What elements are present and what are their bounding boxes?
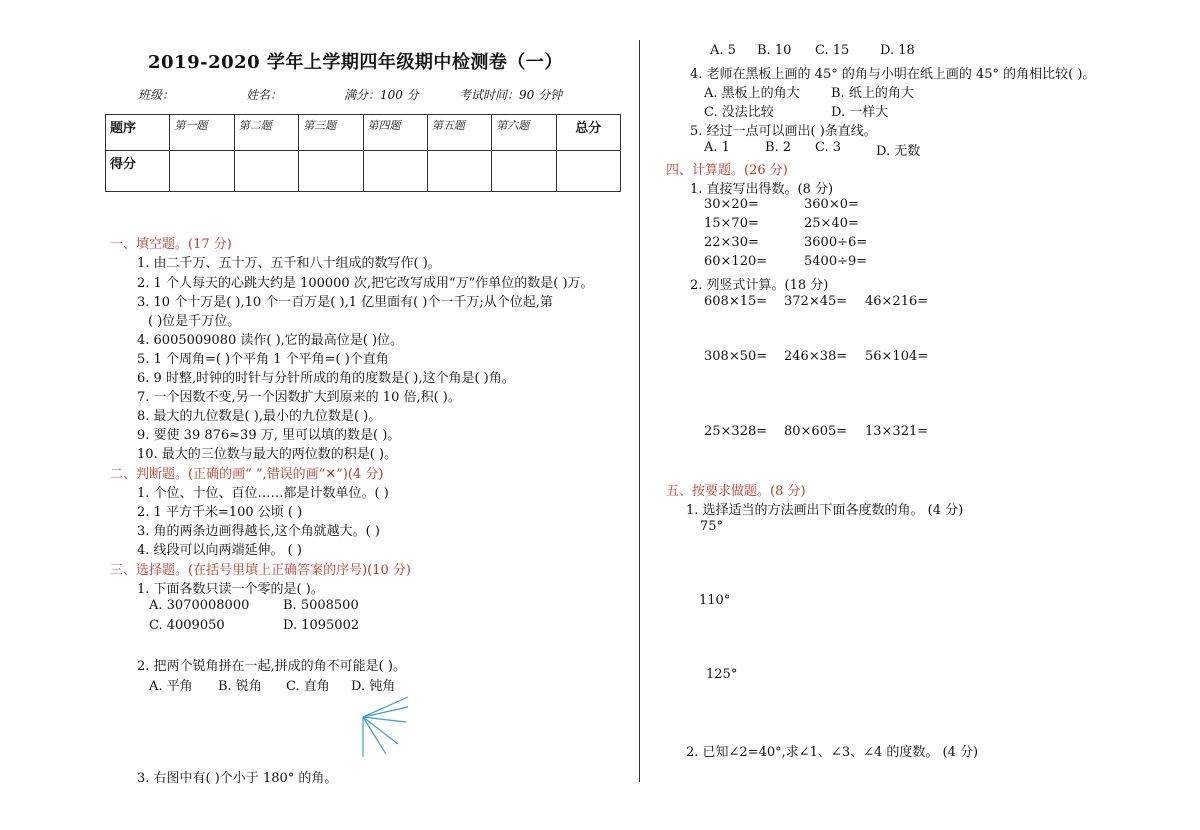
calc-item: 60×120= <box>704 254 768 269</box>
calc-item: 246×38= <box>784 349 848 364</box>
angle-110-label: 110° <box>699 593 731 608</box>
score-cell[interactable] <box>170 151 234 192</box>
name-label: 姓名： <box>246 88 283 102</box>
page-title: 2019-2020 学年上学期四年级期中检测卷（一） <box>148 52 563 73</box>
option: A. 黑板上的角大 <box>704 86 800 101</box>
option: C. 直角 <box>286 679 330 694</box>
score-cell[interactable] <box>234 151 298 192</box>
option: C. 没法比较 <box>704 105 774 120</box>
column-divider <box>639 40 640 782</box>
option: D. 无数 <box>876 144 921 159</box>
option: D. 钝角 <box>351 679 396 694</box>
list-item: 5. 1 个周角=( )个平角 1 个平角=( )个直角 <box>137 352 389 367</box>
score-cell[interactable] <box>363 151 427 192</box>
section-2-title: 二、判断题。(正确的画“ ”,错误的画“✕”)(4 分) <box>110 467 384 482</box>
list-item: 7. 一个因数不变,另一个因数扩大到原来的 10 倍,积( )。 <box>137 390 461 405</box>
calc-item: 30×20= <box>704 197 759 212</box>
table-col-2: 第二题 <box>234 115 298 151</box>
calc-item: 22×30= <box>704 235 759 250</box>
score-cell[interactable] <box>299 151 363 192</box>
table-col-3: 第三题 <box>299 115 363 151</box>
last-question: 2. 已知∠2=40°,求∠1、∠3、∠4 的度数。 (4 分) <box>686 745 979 760</box>
table-col-1: 第一题 <box>170 115 234 151</box>
table-col-total: 总分 <box>556 115 620 151</box>
option: D. 一样大 <box>831 105 889 120</box>
option: D. 1095002 <box>283 618 360 633</box>
angle-rays-figure <box>358 692 414 762</box>
calc-item: 25×40= <box>804 216 859 231</box>
score-cell[interactable] <box>427 151 491 192</box>
list-item: 2. 1 平方千米=100 公顷 ( ) <box>137 505 303 520</box>
option: A. 平角 <box>149 679 193 694</box>
section-5-title: 五、按要求做题。(8 分) <box>666 484 806 499</box>
option: A. 3070008000 <box>149 598 250 613</box>
list-item: 1. 由二千万、五十万、五千和八十组成的数写作( )。 <box>137 256 441 271</box>
calc-item: 46×216= <box>865 294 929 309</box>
table-row-header: 题序 <box>106 115 170 151</box>
option: B. 5008500 <box>283 598 359 613</box>
option: A. 1 <box>704 140 730 155</box>
exam-time: 考试时间：90 分钟 <box>459 88 563 102</box>
option: B. 锐角 <box>218 679 262 694</box>
calc-item: 608×15= <box>704 294 768 309</box>
list-item: 1. 个位、十位、百位……都是计数单位。( ) <box>137 486 389 501</box>
calc-1-title: 1. 直接写出得数。(8 分) <box>690 182 834 197</box>
option: B. 纸上的角大 <box>831 86 914 101</box>
option: B. 10 <box>757 43 792 58</box>
table-col-4: 第四题 <box>363 115 427 151</box>
list-item: 8. 最大的九位数是( ),最小的九位数是( )。 <box>137 409 382 424</box>
calc-item: 80×605= <box>784 424 848 439</box>
question-3: 3. 右图中有( )个小于 180° 的角。 <box>137 771 338 786</box>
option: C. 3 <box>815 140 842 155</box>
option: A. 5 <box>710 43 736 58</box>
calc-item: 3600÷6= <box>804 235 868 250</box>
calc-2-title: 2. 列竖式计算。(18 分) <box>690 278 829 293</box>
option: C. 15 <box>815 43 850 58</box>
list-item: 6. 9 时整,时钟的时针与分针所成的角的度数是( ),这个角是( )角。 <box>137 371 515 386</box>
table-col-6: 第六题 <box>492 115 556 151</box>
table-col-5: 第五题 <box>427 115 491 151</box>
list-item: 2. 1 个人每天的心跳大约是 100000 次,把它改写成用“万”作单位的数是( )万。 <box>137 276 594 291</box>
angle-125-label: 125° <box>706 667 738 682</box>
calc-item: 25×328= <box>704 424 768 439</box>
angle-75-label: 75° <box>700 519 724 534</box>
calc-item: 372×45= <box>784 294 848 309</box>
question-1: 1. 下面各数只读一个零的是( )。 <box>137 582 324 597</box>
option: B. 2 <box>765 140 792 155</box>
draw-question: 1. 选择适当的方法画出下面各度数的角。 (4 分) <box>686 503 964 518</box>
section-3-title: 三、选择题。(在括号里填上正确答案的序号)(10 分) <box>110 563 411 578</box>
section-1-title: 一、填空题。(17 分) <box>110 237 232 252</box>
list-item: 4. 6005009080 读作( ),它的最高位是( )位。 <box>137 333 404 348</box>
score-cell[interactable] <box>556 151 620 192</box>
section-4-title: 四、计算题。(26 分) <box>666 163 788 178</box>
question-4: 4. 老师在黑板上画的 45° 的角与小明在纸上画的 45° 的角相比较( )。 <box>690 67 1096 82</box>
calc-item: 13×321= <box>865 424 929 439</box>
list-item: 3. 角的两条边画得越长,这个角就越大。( ) <box>137 524 380 539</box>
calc-item: 15×70= <box>704 216 759 231</box>
score-table <box>105 114 621 192</box>
score-cell[interactable] <box>492 151 556 192</box>
class-label: 班级： <box>138 88 175 102</box>
option: D. 18 <box>880 43 915 58</box>
list-item: 9. 要使 39 876≈39 万, 里可以填的数是( )。 <box>137 428 401 443</box>
full-score: 满分：100 分 <box>344 88 419 102</box>
table-score-label: 得分 <box>106 151 170 192</box>
list-item: 3. 10 个十万是( ),10 个一百万是( ),1 亿里面有( )个一千万;从个位起,第 <box>137 295 553 310</box>
calc-item: 360×0= <box>804 197 859 212</box>
calc-item: 308×50= <box>704 349 768 364</box>
list-item: ( )位是千万位。 <box>148 314 241 329</box>
list-item: 4. 线段可以向两端延伸。 ( ) <box>137 543 302 558</box>
question-5: 5. 经过一点可以画出( )条直线。 <box>690 124 877 139</box>
option: C. 4009050 <box>149 618 225 633</box>
list-item: 10. 最大的三位数与最大的两位数的积是( )。 <box>137 447 398 462</box>
calc-item: 56×104= <box>865 349 929 364</box>
question-2: 2. 把两个锐角拼在一起,拼成的角不可能是( )。 <box>137 659 406 674</box>
calc-item: 5400÷9= <box>804 254 868 269</box>
